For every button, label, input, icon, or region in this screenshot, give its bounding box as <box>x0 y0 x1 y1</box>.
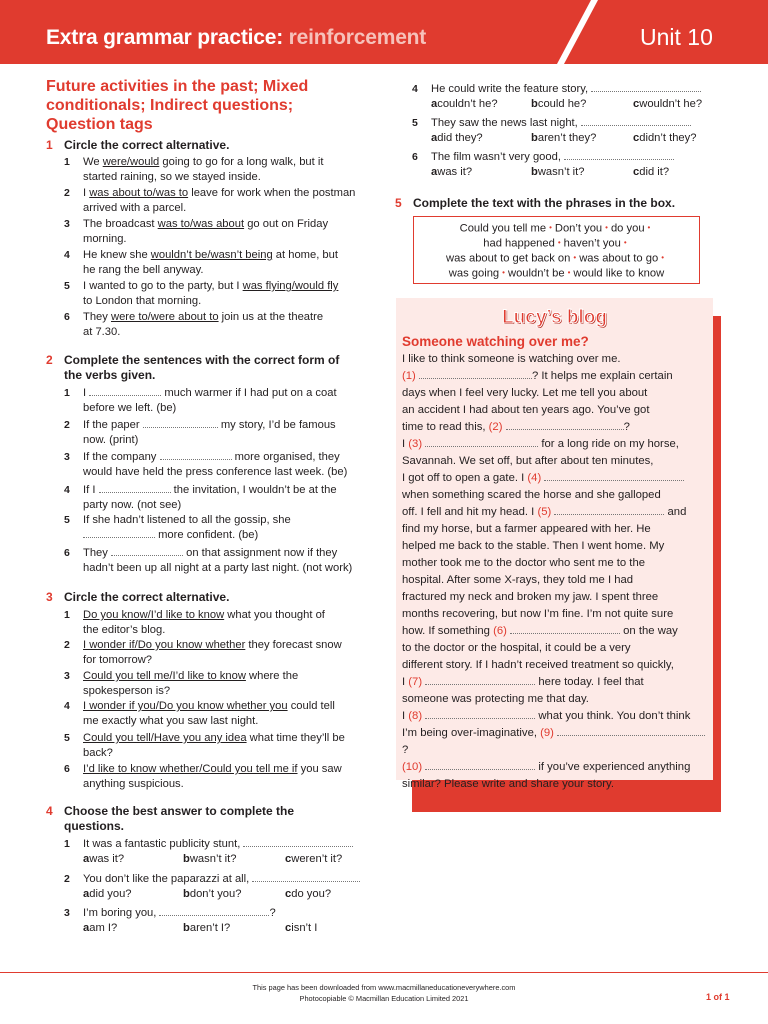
phrase-row <box>414 236 699 251</box>
answer-option-b[interactable]: baren’t they? <box>531 132 597 145</box>
section-title: Future activities in the past; Mixed conditionals; Indirect questions; Question tags <box>46 78 309 133</box>
ex3-item: 2 I wonder if/Do you know whether they forecast snow for tomorrow? <box>64 639 342 667</box>
ex3-item: 3 Could you tell me/I’d like to know where the spokesperson is? <box>64 670 299 698</box>
ex3-item: 5 Could you tell/Have you any idea what time they’ll be back? <box>64 732 345 760</box>
exercise-3-heading: 3 Circle the correct alternative. <box>46 590 230 604</box>
ex2-item: 6 They on that assignment now if they hadn’t been up all night at a party last night. (not work) <box>64 547 353 575</box>
blog-text: I like to think someone is watching over me. (1) ? It helps me explain certain days when I feel very lucky. Let me tell you about an accident I had about ten years ago. You’ve got time to read this, (2) ? I (3) for a long ride on my horse, Savannah. We set off, but after about ten minutes, I got off to open a gate. I (4) when something scared the horse and she galloped off. I fell and hit my head. I (5) and find my horse, but a farmer appeared with her. He helped me back to the stable. Then I went home. My mother took me to the doctor who sent me to the hospital. After some X-rays, they told me I had fractured my neck and broken my jaw. I spent three months recovering, but now I’m fine. I’m not quite sure how. If something (6) on the way to the doctor or the hospital, it could be a very different story. If I hadn’t received treatment so quickly, I (7) here today. I feel that someone was protecting me that day. I (8) what you think. You don’t think I’m being over-imaginative, (9) ? (10) if you’ve experienced anything similar? Please write and share your story. <box>402 351 710 793</box>
alternative-choice[interactable]: were to/were about to <box>110 311 219 323</box>
answer-blank[interactable] <box>89 387 161 396</box>
ex1-item: 3 The broadcast was to/was about go out on Friday morning. <box>64 218 329 246</box>
ex1-item: 1 We were/would going to go for a long walk, but it started raining, so we stayed inside. <box>64 156 324 184</box>
exercise-5-heading: 5 Complete the text with the phrases in the box. <box>395 196 676 210</box>
alternative-choice[interactable]: I wonder if/Do you know whether <box>83 639 246 651</box>
alternative-choice[interactable]: was flying/would fly <box>242 280 339 292</box>
unit-label: Unit 10 <box>640 24 713 50</box>
ex3-item: 1 Do you know/I’d like to know what you thought of the editor’s blog. <box>64 609 325 637</box>
answer-option-c[interactable]: cweren’t it? <box>285 853 343 866</box>
blog-title: Lucy’s blog <box>502 307 607 328</box>
page-header <box>0 0 768 64</box>
ex2-item: 2 If the paper my story, I’d be famous now. (print) <box>64 419 336 447</box>
answer-blank[interactable] <box>159 907 269 916</box>
alternative-choice[interactable]: wouldn’t be/wasn’t being <box>150 249 273 261</box>
separator-dot: • <box>502 268 505 278</box>
answer-option-a[interactable]: awas it? <box>83 853 125 866</box>
ex1-item: 5 I wanted to go to the party, but I was flying/would fly to London that morning. <box>64 280 339 308</box>
separator-dot: • <box>623 238 627 248</box>
answer-option-a[interactable]: adid they? <box>431 132 483 145</box>
separator-dot: • <box>605 223 608 232</box>
ex3-item: 4 I wonder if you/Do you know whether you could tell me exactly what you saw last night. <box>64 700 335 728</box>
answer-option-a[interactable]: aam I? <box>83 922 118 935</box>
title-accent: reinforcement <box>288 26 427 49</box>
answer-option-b[interactable]: bwasn’t it? <box>183 853 237 866</box>
phrase: would like to know <box>573 267 665 280</box>
alternative-choice[interactable]: Could you tell/Have you any idea <box>83 732 247 744</box>
answer-option-b[interactable]: bcould he? <box>531 98 587 111</box>
alternative-choice[interactable]: I wonder if you/Do you know whether you <box>83 700 288 712</box>
answer-option-c[interactable]: cdid it? <box>633 166 670 179</box>
page-title: Extra grammar practice: reinforcement <box>46 26 427 49</box>
alternative-choice[interactable]: Do you know/I’d like to know <box>83 609 225 621</box>
ex3-item: 6 I’d like to know whether/Could you tell me if you saw anything suspicious. <box>64 763 342 791</box>
phrase: was going <box>448 267 500 280</box>
phrase: haven’t you <box>563 237 621 250</box>
exercise-1-heading: 1 Circle the correct alternative. <box>46 138 230 152</box>
alternative-choice[interactable]: were/would <box>102 156 160 168</box>
answer-blank[interactable] <box>243 838 353 847</box>
ex4-item: 5 They saw the news last night, adid they? baren’t they? cdidn’t they? <box>431 116 721 147</box>
answer-blank[interactable] <box>143 419 218 428</box>
alternative-choice[interactable]: Could you tell me/I’d like to know <box>83 670 246 682</box>
answer-blank[interactable] <box>83 529 155 538</box>
footer: This page has been downloaded from www.macmillaneducationeverywhere.com Photocopiable © Macmillan Education Limited 2021 <box>252 983 516 1003</box>
blog-panel <box>396 298 713 790</box>
answer-option-b[interactable]: bwasn’t it? <box>531 166 585 179</box>
separator-dot: • <box>557 238 561 248</box>
blog-heading: Someone watching over me? <box>402 334 589 349</box>
answer-blank[interactable] <box>581 117 691 126</box>
answer-option-a[interactable]: acouldn’t he? <box>431 98 498 111</box>
ex2-item: 1 I much warmer if I had put on a coat before we left. (be) <box>64 387 337 415</box>
ex1-item: 2 I was about to/was to leave for work when the postman arrived with a parcel. <box>64 187 356 215</box>
answer-option-a[interactable]: adid you? <box>83 888 132 901</box>
ex4-item: 6 The film wasn’t very good, awas it? bwasn’t it? cdid it? <box>431 150 721 181</box>
phrase: wouldn’t be <box>507 267 565 280</box>
ex2-item: 5 If she hadn’t listened to all the gossip, she more confident. (be) <box>64 514 291 542</box>
header-divider <box>555 0 600 64</box>
page-number: 1 of 1 <box>706 992 730 1002</box>
phrase: had happened <box>483 237 555 250</box>
ex2-item: 4 If I the invitation, I wouldn’t be at the party now. (not see) <box>64 484 337 512</box>
phrase-row <box>414 266 699 281</box>
answer-blank[interactable] <box>160 451 232 460</box>
footer-rule <box>0 972 768 973</box>
phrase-row <box>414 251 699 266</box>
exercise-4-heading: 4 Choose the best answer to complete the questions. <box>46 804 295 833</box>
separator-dot: • <box>549 223 552 232</box>
exercise-2-heading: 2 Complete the sentences with the correct form of the verbs given. <box>46 353 340 382</box>
ex2-item: 3 If the company more organised, they would have held the press conference last week. (be) <box>64 451 348 479</box>
ex1-item: 6 They were to/were about to join us at the theatre at 7.30. <box>64 311 324 339</box>
answer-option-c[interactable]: cdidn’t they? <box>633 132 697 145</box>
phrase: Could you tell me <box>459 222 547 235</box>
phrase: was about to get back on <box>445 252 571 265</box>
alternative-choice[interactable]: was about to/was to <box>89 187 189 199</box>
phrase: was about to go <box>579 252 659 265</box>
answer-option-c[interactable]: cwouldn’t he? <box>633 98 703 111</box>
phrase-box <box>413 216 700 284</box>
phrase: Don’t you <box>554 222 603 235</box>
ex4-item: 1 It was a fantastic publicity stunt, awas it? bwasn’t it? cweren’t it? <box>83 837 373 868</box>
ex4-item: 3 I’m boring you, ? aam I? baren’t I? cisn’t I <box>83 906 373 937</box>
answer-blank[interactable] <box>564 151 674 160</box>
ex4-item: 2 You don’t like the paparazzi at all, adid you? bdon’t you? cdo you? <box>83 872 373 903</box>
answer-blank[interactable] <box>252 873 360 882</box>
answer-option-b[interactable]: bdon’t you? <box>183 888 242 901</box>
answer-option-a[interactable]: awas it? <box>431 166 473 179</box>
ex4-item: 4 He could write the feature story, acouldn’t he? bcould he? cwouldn’t he? <box>431 82 721 113</box>
alternative-choice[interactable]: I’d like to know whether/Could you tell me if <box>83 763 298 775</box>
answer-blank[interactable] <box>111 547 183 556</box>
separator-dot: • <box>661 253 664 263</box>
answer-blank[interactable] <box>591 83 701 92</box>
separator-dot: • <box>573 253 577 263</box>
separator-dot: • <box>647 223 651 232</box>
answer-option-c[interactable]: cisn’t I <box>285 922 318 935</box>
answer-blank[interactable] <box>99 484 171 493</box>
phrase-row <box>414 221 699 236</box>
phrase: do you <box>610 222 645 235</box>
answer-option-c[interactable]: cdo you? <box>285 888 332 901</box>
alternative-choice[interactable]: was to/was about <box>157 218 245 230</box>
separator-dot: • <box>567 268 571 278</box>
answer-option-b[interactable]: baren’t I? <box>183 922 231 935</box>
ex1-item: 4 He knew she wouldn’t be/wasn’t being at home, but he rang the bell anyway. <box>64 249 338 277</box>
